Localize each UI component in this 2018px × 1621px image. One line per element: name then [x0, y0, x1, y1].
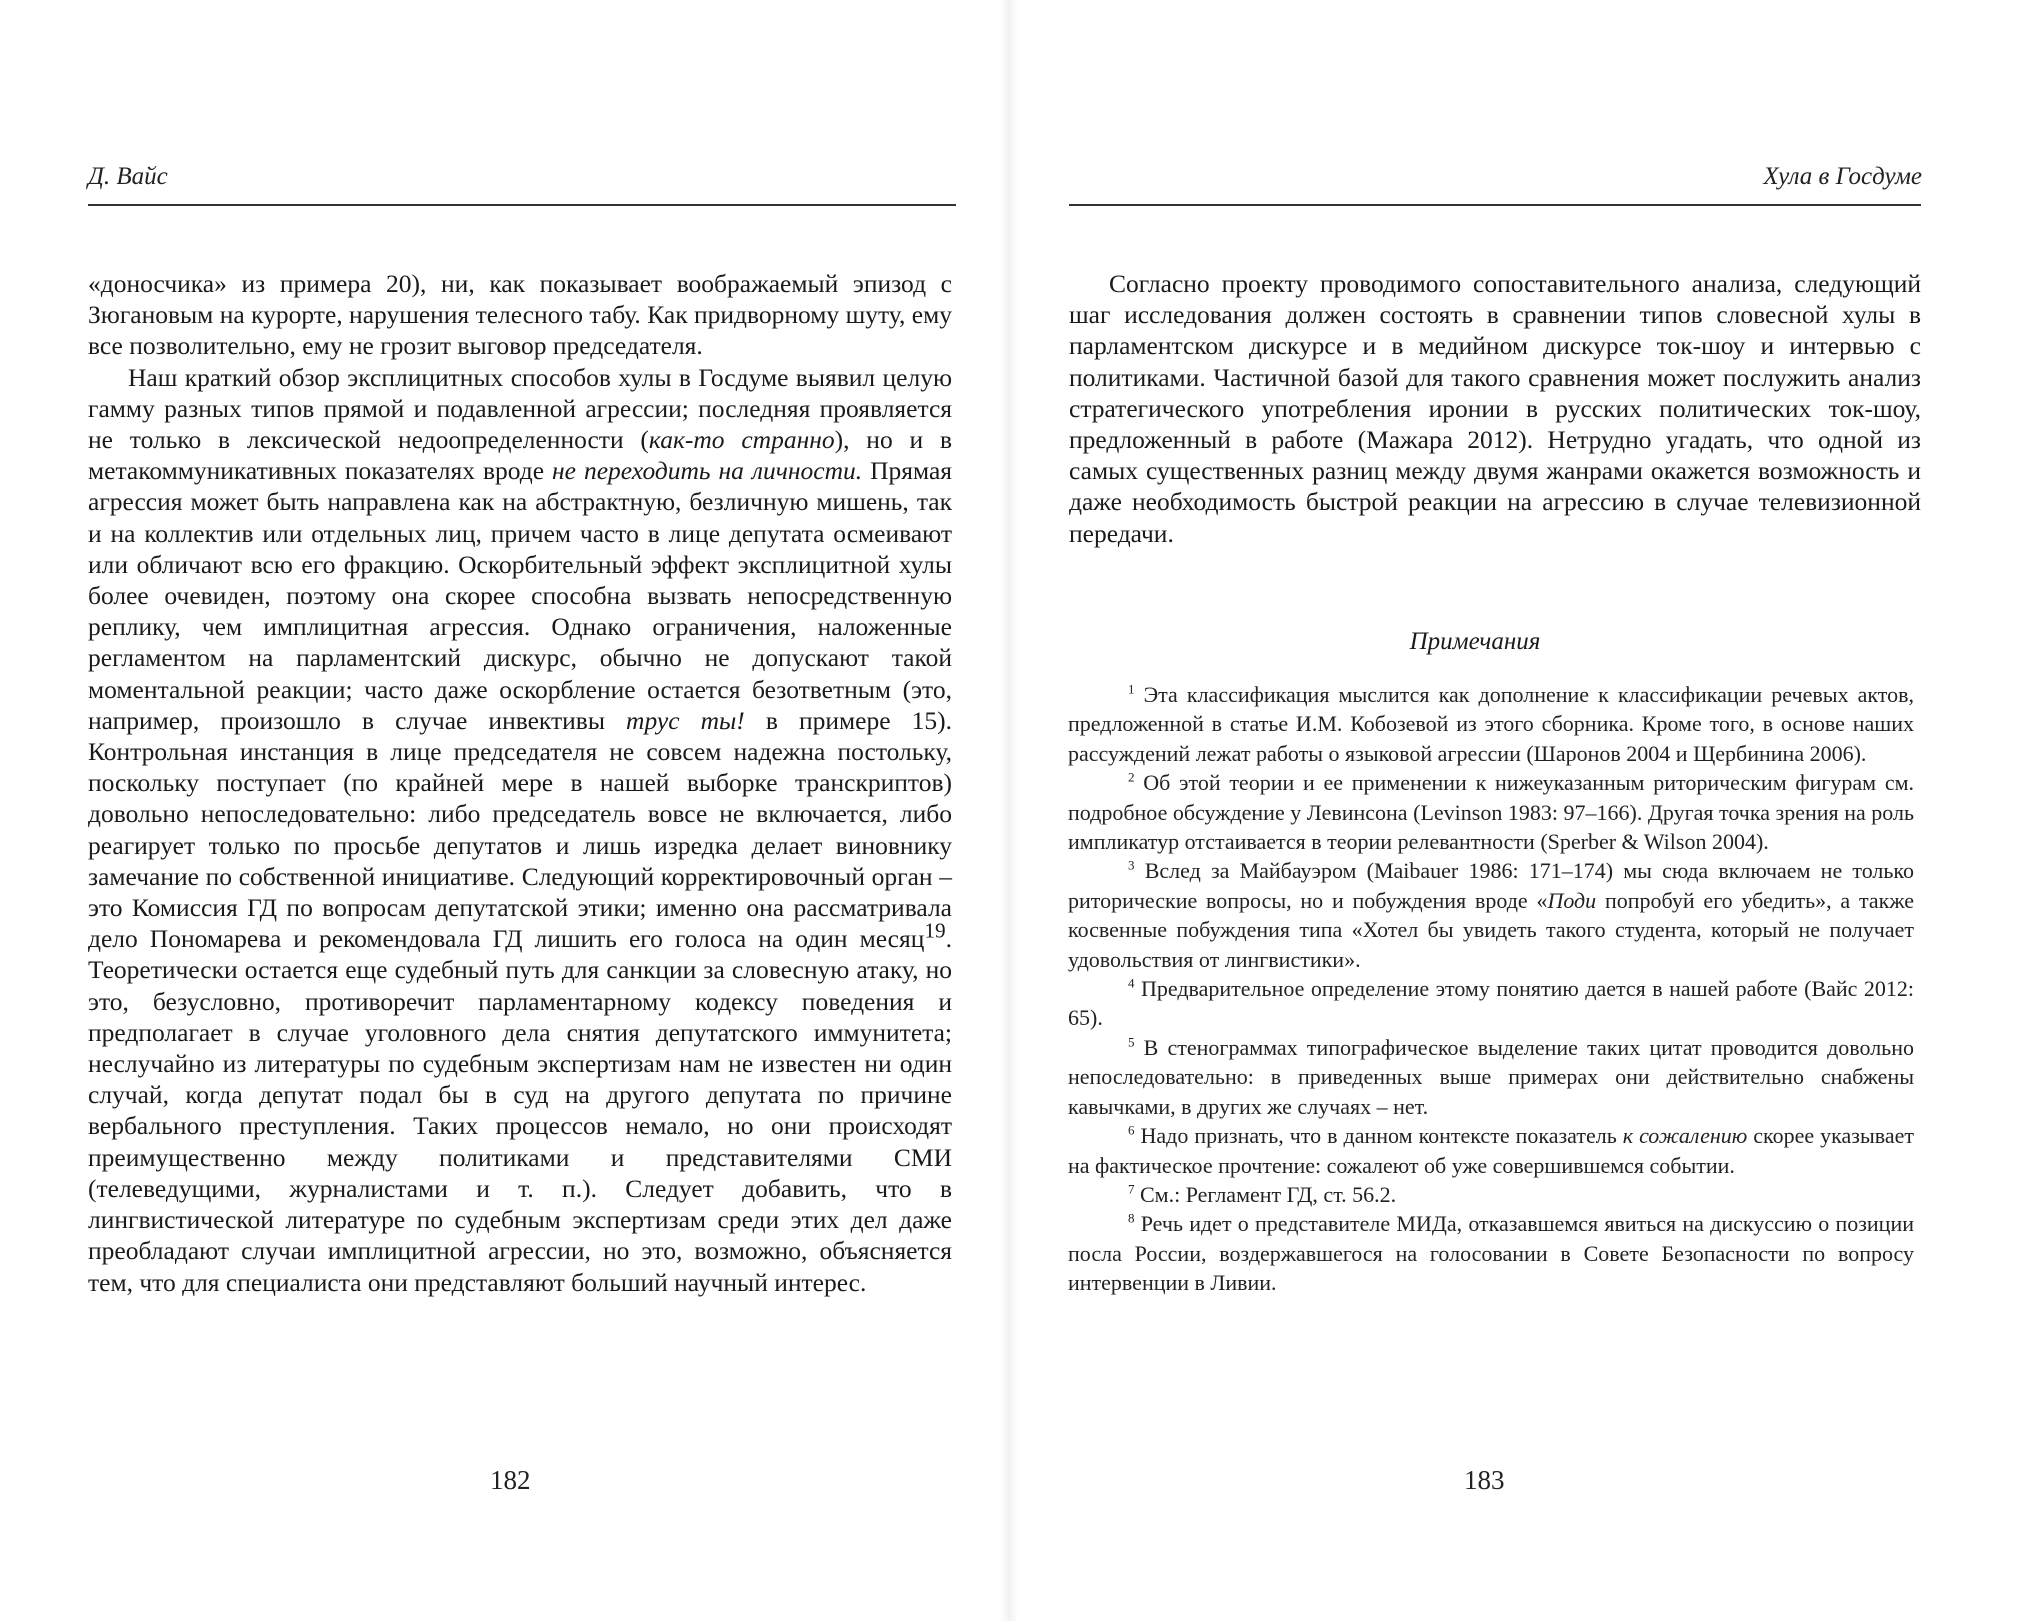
footnote-number: 3	[1128, 858, 1135, 874]
footnote-6	[1068, 1121, 1914, 1180]
text-run: в примере 15). Контрольная инстанция в лице председателя не совсем надежна постольку, поскольку поступает (по крайней мере в нашей выборке транскриптов) довольно непоследовательно: либо председатель вовсе не включается, либо реагирует только по просьбе депутатов и лишь изредка делает виновнику замечание по собственной инициативе. Следующий корректировочный орган – это Комиссия ГД по вопросам депутатской этики; именно она рассматривала дело Пономарева и рекомендовала ГД лишить его голоса на один месяц	[88, 705, 952, 954]
footnote-2	[1068, 768, 1914, 856]
text-run: «доносчика» из примера 20), ни, как показывает воображаемый эпизод с Зюгановым на курорте, нарушения телесного табу. Как придворному шуту, ему все позволительно, ему не грозит выговор председателя.	[88, 269, 952, 361]
text-run: . Теоретически остается еще судебный путь для санкции за словесную атаку, но это, безусловно, противоречит парламентарному кодексу поведения и предполагает в случае уголовного дела снятия депутатского иммунитета; неслучайно из литературы по судебным экспертизам нам не известен ни один случай, когда депутат подал бы в суд на другого депутата по причине вербального преступления. Таких процессов немало, но они происходят преимущественно между политиками и представителями СМИ (телеведущими, журналистами и т. п.). Следует добавить, что в лингвистической литературе по судебным экспертизам среди этих дел даже преобладают случаи имплицитной агрессии, но это, возможно, объясняется тем, что для специалиста они представляют больший научный интерес.	[88, 924, 952, 1297]
right-body-text	[1069, 268, 1921, 549]
right-paragraph-1	[1069, 268, 1921, 549]
text-run: Речь идет о представителе МИДа, отказавшемся явиться на дискуссию о позиции посла России, воздержавшегося на голосовании в Совете Безопасности по вопросу интервенции в Ливии.	[1068, 1211, 1915, 1296]
italic-text: трус ты!	[626, 705, 745, 735]
left-body-text	[88, 268, 952, 1298]
italic-text: к сожалению	[1622, 1123, 1748, 1149]
text-run: Эта классификация мыслится как дополнение к классификации речевых актов, предложенной в статье И.М. Кобозевой из этого сборника. Кроме того, в основе наших рассуждений лежат работы о языковой агрессии (Шаронов 2004 и Щербинина 2006).	[1068, 682, 1914, 766]
text-run: Прямая агрессия может быть направлена как на абстрактную, безличную мишень, так и на коллектив или отдельных лиц, причем часто в лице депутата осмеивают или обличают всю его фракцию. Оскорбительный эффект эксплицитной хулы более очевиден, поэтому она скорее способна вызвать непосредственную реплику, чем имплицитная агрессия. Однако ограничения, наложенные регламентом на парламентский дискурс, обычно не допускают такой моментальной реакции; часто даже оскорбление остается безответным (это, например, произошло в случае инвективы	[88, 456, 953, 735]
text-run: Наш краткий обзор эксплицитных способов хулы в Госдуме выявил целую гамму разных типов прямой и подавленной агрессии; последняя проявляется не только в лексической недоопределенности (	[88, 362, 952, 455]
footnote-3	[1068, 856, 1914, 974]
text-run: попробуй его убедить», а также косвенные побуждения типа «Хотел бы увидеть такого студента, который не получает удовольствия от лингвистики».	[1068, 887, 1914, 972]
running-header-author: Д. Вайс	[88, 163, 168, 190]
text-run: Надо признать, что в данном контексте показатель	[1140, 1123, 1623, 1149]
footnote-1	[1068, 680, 1914, 768]
running-header-title: Хула в Госдуме	[1763, 163, 1922, 190]
left-paragraph-2	[88, 362, 952, 1298]
footnote-number: 6	[1128, 1122, 1135, 1138]
page-number-left: 182	[490, 1465, 531, 1495]
footnote-number: 8	[1128, 1210, 1135, 1226]
header-rule	[88, 204, 956, 206]
text-run: См.: Регламент ГД, ст. 56.2.	[1140, 1181, 1397, 1207]
text-run: Вслед за Майбауэром (Maibauer 1986: 171–174) мы сюда включаем не только риторические вопросы, но и побуждения вроде «	[1068, 858, 1915, 913]
footnote-8	[1068, 1209, 1914, 1297]
left-paragraph-1	[88, 268, 952, 362]
header-rule	[1069, 204, 1921, 206]
notes-heading: Примечания	[1409, 628, 1541, 655]
text-run: Согласно проекту проводимого сопоставительного анализа, следующий шаг исследования должен состоять в сравнении типов словесной хулы в парламентском дискурсе и в медийном дискурсе ток-шоу и интервью с политиками. Частичной базой для такого сравнения может послужить анализ стратегического употребления иронии в русских политических ток-шоу, предложенный в работе (Мажара 2012). Нетрудно угадать, что одной из самых существенных разниц между двумя жанрами окажется возможность и даже необходимость быстрой реакции на агрессию в случае телевизионной передачи.	[1069, 269, 1921, 548]
text-run: скорее указывает на фактическое прочтение: сожалеют об уже совершившемся событии.	[1068, 1123, 1914, 1178]
footnote-5	[1068, 1033, 1914, 1121]
footnote-number: 4	[1128, 975, 1135, 991]
footnote-number: 1	[1128, 681, 1135, 697]
footnote-number: 7	[1128, 1181, 1135, 1197]
italic-text: Поди	[1547, 887, 1597, 913]
footnote-ref: 19	[924, 918, 946, 943]
footnotes	[1068, 680, 1914, 1298]
page-number-right: 183	[1464, 1465, 1505, 1495]
italic-text: не переходить на личности.	[552, 456, 863, 486]
text-run: Предварительное определение этому понятию дается в нашей работе (Вайс 2012: 65).	[1068, 976, 1915, 1031]
text-run: В стенограммах типографическое выделение таких цитат проводится довольно непоследовательно: в приведенных выше примерах они действительно снабжены кавычками, в других же случаях – нет.	[1068, 1034, 1914, 1119]
text-run: ), но и в метакоммуникативных показателях вроде	[88, 425, 952, 486]
footnote-7	[1068, 1180, 1914, 1209]
footnote-4	[1068, 974, 1914, 1033]
italic-text: как-то странно	[648, 425, 835, 455]
footnote-number: 2	[1128, 769, 1135, 785]
text-run: Об этой теории и ее применении к нижеуказанным риторическим фигурам см. подробное обсуждение у Левинсона (Levinson 1983: 97–166). Другая точка зрения на роль импликатур отстаивается в теории релевантности (Sperber & Wilson 2004).	[1068, 770, 1914, 855]
footnote-number: 5	[1128, 1034, 1135, 1050]
